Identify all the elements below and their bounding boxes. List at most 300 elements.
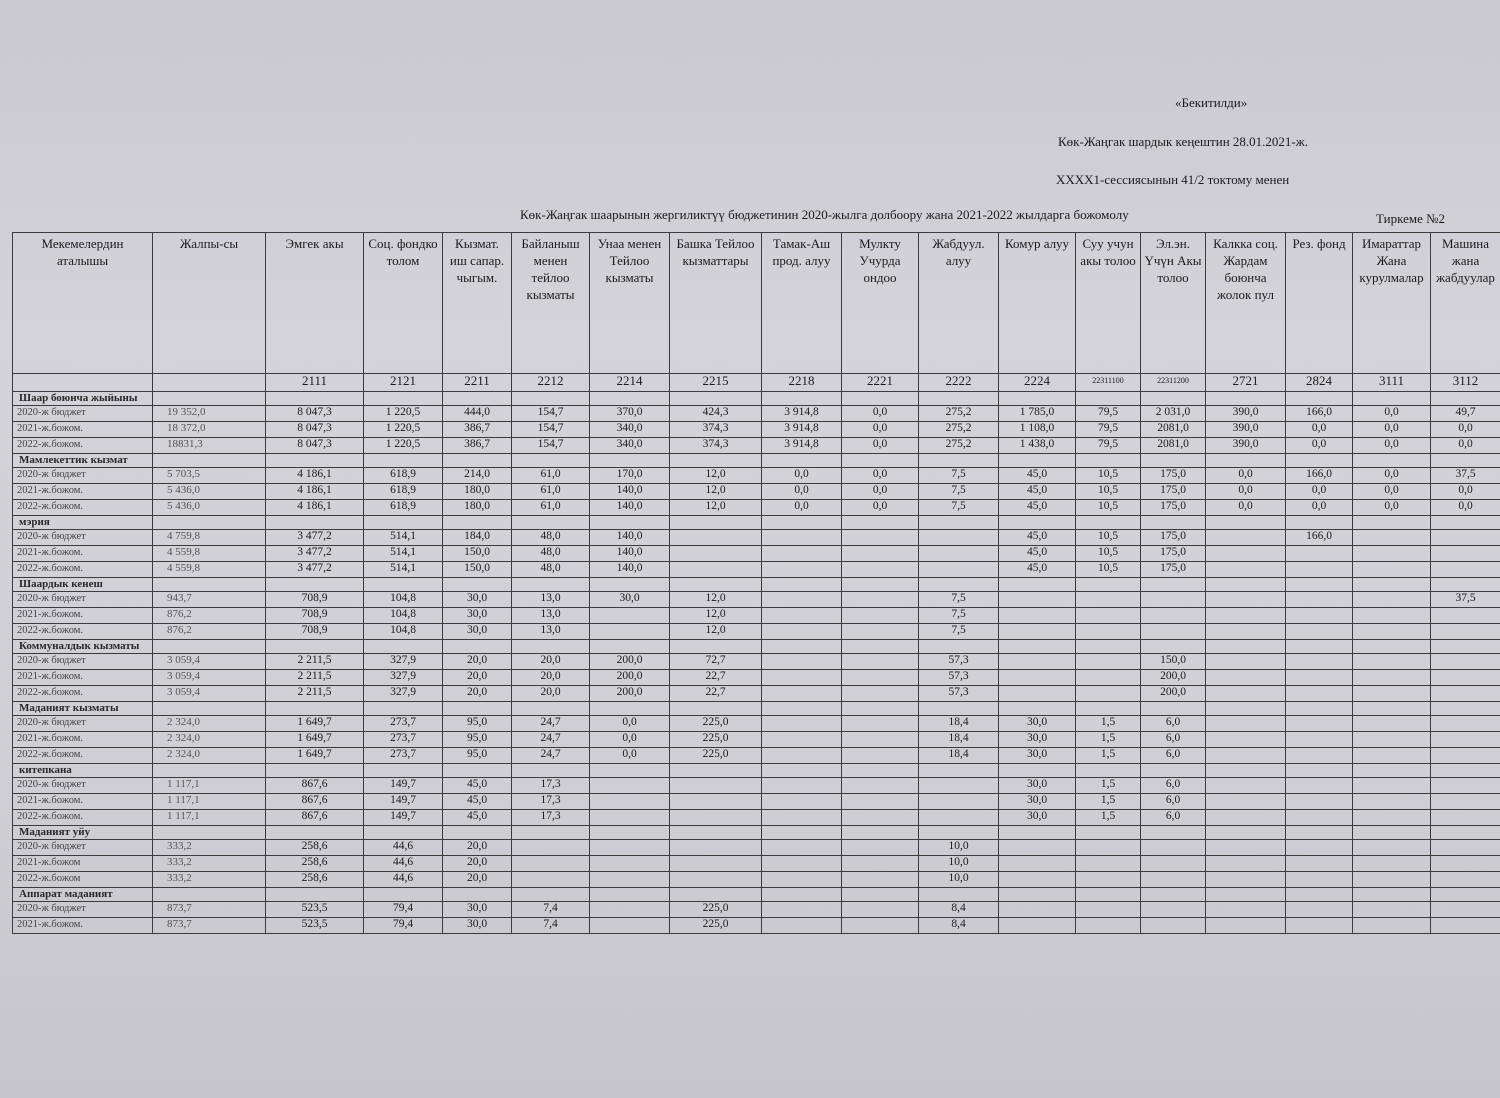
total-cell: 876,2 [153, 624, 266, 640]
empty-cell [266, 454, 364, 468]
value-cell: 1 649,7 [266, 748, 364, 764]
empty-cell [1286, 516, 1353, 530]
value-cell: 340,0 [590, 422, 670, 438]
empty-cell [512, 826, 590, 840]
value-cell [1286, 716, 1353, 732]
empty-cell [1141, 640, 1206, 654]
table-row [13, 608, 1500, 624]
value-cell [1353, 840, 1431, 856]
empty-cell [762, 702, 842, 716]
value-cell [1286, 856, 1353, 872]
column-header: Эл.эн. Үчүн Акы толоо [1141, 233, 1206, 374]
value-cell: 30,0 [443, 918, 512, 934]
value-cell: 8 047,3 [266, 406, 364, 422]
empty-cell [590, 764, 670, 778]
section-row [13, 702, 1500, 716]
value-cell: 140,0 [590, 530, 670, 546]
column-code: 2215 [670, 374, 762, 392]
value-cell: 1,5 [1076, 794, 1141, 810]
value-cell: 175,0 [1141, 530, 1206, 546]
value-cell: 24,7 [512, 748, 590, 764]
column-header: Жалпы-сы [153, 233, 266, 374]
total-cell: 333,2 [153, 872, 266, 888]
value-cell: 2081,0 [1141, 422, 1206, 438]
section-label: мэрия [13, 516, 153, 530]
section-row [13, 392, 1500, 406]
value-cell: 386,7 [443, 422, 512, 438]
value-cell: 20,0 [443, 872, 512, 888]
empty-cell [266, 764, 364, 778]
empty-cell [762, 578, 842, 592]
section-label: Коммуналдык кызматы [13, 640, 153, 654]
value-cell [670, 546, 762, 562]
empty-cell [1431, 454, 1500, 468]
value-cell: 6,0 [1141, 778, 1206, 794]
value-cell [1286, 748, 1353, 764]
empty-cell [1431, 640, 1500, 654]
value-cell [1206, 918, 1286, 934]
empty-cell [153, 888, 266, 902]
value-cell: 20,0 [512, 686, 590, 702]
value-cell: 30,0 [443, 624, 512, 640]
value-cell [1286, 918, 1353, 934]
value-cell [1141, 918, 1206, 934]
value-cell: 17,3 [512, 778, 590, 794]
value-cell: 17,3 [512, 794, 590, 810]
value-cell [842, 686, 919, 702]
value-cell: 30,0 [443, 592, 512, 608]
value-cell [1206, 902, 1286, 918]
empty-cell [1431, 392, 1500, 406]
column-header: Жабдуул. алуу [919, 233, 999, 374]
value-cell [1076, 872, 1141, 888]
value-cell: 1 785,0 [999, 406, 1076, 422]
empty-cell [512, 454, 590, 468]
value-cell: 175,0 [1141, 500, 1206, 516]
value-cell [590, 856, 670, 872]
value-cell: 12,0 [670, 484, 762, 500]
value-cell: 140,0 [590, 546, 670, 562]
value-cell: 7,5 [919, 592, 999, 608]
empty-cell [153, 826, 266, 840]
value-cell [842, 840, 919, 856]
value-cell: 7,5 [919, 608, 999, 624]
row-label: 2021-ж.божом. [13, 670, 153, 686]
value-cell [842, 872, 919, 888]
value-cell [670, 872, 762, 888]
value-cell: 79,4 [364, 918, 443, 934]
section-label: Шаардык кенеш [13, 578, 153, 592]
value-cell [1431, 732, 1500, 748]
value-cell: 104,8 [364, 624, 443, 640]
empty-cell [1076, 640, 1141, 654]
value-cell [1286, 794, 1353, 810]
value-cell [1353, 562, 1431, 578]
value-cell [1353, 918, 1431, 934]
value-cell: 1 220,5 [364, 406, 443, 422]
value-cell: 8 047,3 [266, 438, 364, 454]
value-cell: 45,0 [999, 562, 1076, 578]
value-cell: 13,0 [512, 624, 590, 640]
empty-cell [919, 578, 999, 592]
column-code: 22311200 [1141, 374, 1206, 392]
value-cell [999, 918, 1076, 934]
value-cell: 390,0 [1206, 438, 1286, 454]
empty-cell [153, 764, 266, 778]
value-cell: 45,0 [999, 530, 1076, 546]
value-cell: 6,0 [1141, 732, 1206, 748]
empty-cell [364, 392, 443, 406]
value-cell: 57,3 [919, 654, 999, 670]
value-cell: 0,0 [1431, 500, 1500, 516]
value-cell: 0,0 [590, 716, 670, 732]
value-cell [512, 856, 590, 872]
value-cell [1431, 546, 1500, 562]
value-cell: 57,3 [919, 686, 999, 702]
value-cell [1431, 562, 1500, 578]
empty-cell [999, 702, 1076, 716]
empty-cell [670, 764, 762, 778]
table-row [13, 654, 1500, 670]
value-cell: 18,4 [919, 716, 999, 732]
empty-cell [1286, 392, 1353, 406]
value-cell: 7,4 [512, 918, 590, 934]
value-cell: 618,9 [364, 500, 443, 516]
empty-cell [762, 764, 842, 778]
row-label: 2020-ж бюджет [13, 654, 153, 670]
empty-cell [1353, 578, 1431, 592]
empty-cell [443, 826, 512, 840]
empty-cell [512, 578, 590, 592]
value-cell: 180,0 [443, 484, 512, 500]
value-cell: 22,7 [670, 670, 762, 686]
value-cell: 175,0 [1141, 562, 1206, 578]
value-cell [1286, 608, 1353, 624]
value-cell [999, 902, 1076, 918]
value-cell: 12,0 [670, 608, 762, 624]
value-cell [670, 856, 762, 872]
section-label: Маданият кызматы [13, 702, 153, 716]
value-cell [1206, 654, 1286, 670]
value-cell: 200,0 [1141, 686, 1206, 702]
column-header: Байланыш менен тейлоо кызматы [512, 233, 590, 374]
empty-cell [590, 888, 670, 902]
value-cell [1141, 624, 1206, 640]
value-cell: 95,0 [443, 748, 512, 764]
empty-cell [1431, 516, 1500, 530]
table-row [13, 670, 1500, 686]
value-cell [1206, 592, 1286, 608]
value-cell: 104,8 [364, 592, 443, 608]
value-cell [999, 592, 1076, 608]
value-cell: 0,0 [1286, 500, 1353, 516]
value-cell: 214,0 [443, 468, 512, 484]
value-cell: 104,8 [364, 608, 443, 624]
value-cell: 225,0 [670, 716, 762, 732]
column-code: 2221 [842, 374, 919, 392]
value-cell [1206, 530, 1286, 546]
table-row [13, 562, 1500, 578]
column-header: Мекемелердин аталышы [13, 233, 153, 374]
value-cell: 258,6 [266, 872, 364, 888]
value-cell [1353, 686, 1431, 702]
empty-cell [1141, 454, 1206, 468]
value-cell: 149,7 [364, 794, 443, 810]
table-row [13, 902, 1500, 918]
value-cell: 6,0 [1141, 748, 1206, 764]
value-cell: 12,0 [670, 500, 762, 516]
value-cell: 37,5 [1431, 592, 1500, 608]
value-cell [590, 810, 670, 826]
value-cell [1141, 856, 1206, 872]
value-cell: 140,0 [590, 500, 670, 516]
table-row [13, 406, 1500, 422]
value-cell [1076, 624, 1141, 640]
empty-cell [919, 888, 999, 902]
value-cell: 1 649,7 [266, 732, 364, 748]
value-cell: 30,0 [590, 592, 670, 608]
value-cell: 166,0 [1286, 530, 1353, 546]
empty-cell [364, 516, 443, 530]
value-cell: 20,0 [443, 686, 512, 702]
empty-cell [443, 764, 512, 778]
value-cell: 0,0 [842, 438, 919, 454]
empty-cell [443, 640, 512, 654]
value-cell: 24,7 [512, 716, 590, 732]
value-cell [842, 716, 919, 732]
value-cell: 273,7 [364, 748, 443, 764]
empty-cell [999, 454, 1076, 468]
empty-cell [590, 516, 670, 530]
column-code: 2218 [762, 374, 842, 392]
value-cell: 175,0 [1141, 546, 1206, 562]
column-header: Имараттар Жана курулмалар [1353, 233, 1431, 374]
row-label: 2020-ж бюджет [13, 406, 153, 422]
value-cell [1206, 810, 1286, 826]
column-code: 2214 [590, 374, 670, 392]
value-cell: 3 477,2 [266, 546, 364, 562]
value-cell: 2 211,5 [266, 670, 364, 686]
value-cell: 0,0 [762, 484, 842, 500]
empty-cell [1286, 888, 1353, 902]
value-cell [1286, 872, 1353, 888]
value-cell: 225,0 [670, 918, 762, 934]
empty-cell [1353, 826, 1431, 840]
value-cell: 2 031,0 [1141, 406, 1206, 422]
value-cell: 95,0 [443, 716, 512, 732]
value-cell: 1 220,5 [364, 422, 443, 438]
value-cell [1431, 716, 1500, 732]
empty-cell [590, 640, 670, 654]
column-code: 2224 [999, 374, 1076, 392]
empty-cell [1206, 640, 1286, 654]
value-cell: 3 914,8 [762, 438, 842, 454]
empty-cell [1353, 764, 1431, 778]
value-cell: 390,0 [1206, 406, 1286, 422]
value-cell: 7,5 [919, 624, 999, 640]
table-row [13, 918, 1500, 934]
empty-cell [1286, 826, 1353, 840]
empty-cell [266, 702, 364, 716]
row-label: 2020-ж бюджет [13, 716, 153, 732]
empty-cell [919, 454, 999, 468]
table-row [13, 872, 1500, 888]
value-cell: 184,0 [443, 530, 512, 546]
table-row [13, 468, 1500, 484]
value-cell: 424,3 [670, 406, 762, 422]
value-cell: 3 914,8 [762, 406, 842, 422]
value-cell [1286, 654, 1353, 670]
value-cell: 618,9 [364, 468, 443, 484]
value-cell [919, 794, 999, 810]
empty-cell [842, 826, 919, 840]
value-cell [670, 778, 762, 794]
value-cell: 867,6 [266, 810, 364, 826]
value-cell [512, 840, 590, 856]
value-cell: 3 477,2 [266, 530, 364, 546]
table-header-row [13, 233, 1500, 374]
value-cell [919, 562, 999, 578]
value-cell: 48,0 [512, 562, 590, 578]
value-cell [1353, 654, 1431, 670]
section-row [13, 826, 1500, 840]
empty-cell [1206, 764, 1286, 778]
empty-cell [670, 578, 762, 592]
value-cell [1206, 624, 1286, 640]
empty-cell [364, 888, 443, 902]
value-cell: 30,0 [999, 810, 1076, 826]
value-cell: 45,0 [443, 778, 512, 794]
empty-cell [590, 454, 670, 468]
column-code: 2222 [919, 374, 999, 392]
row-label: 2021-ж.божом. [13, 546, 153, 562]
total-cell: 18 372,0 [153, 422, 266, 438]
value-cell: 1 649,7 [266, 716, 364, 732]
value-cell [512, 872, 590, 888]
value-cell: 17,3 [512, 810, 590, 826]
empty-cell [590, 826, 670, 840]
value-cell: 30,0 [999, 794, 1076, 810]
empty-cell [842, 454, 919, 468]
value-cell: 10,0 [919, 856, 999, 872]
value-cell: 30,0 [999, 748, 1076, 764]
total-cell: 4 759,8 [153, 530, 266, 546]
value-cell [590, 840, 670, 856]
empty-cell [1141, 516, 1206, 530]
empty-cell [590, 392, 670, 406]
value-cell: 523,5 [266, 918, 364, 934]
value-cell: 20,0 [512, 670, 590, 686]
value-cell [1141, 840, 1206, 856]
value-cell: 48,0 [512, 546, 590, 562]
empty-cell [153, 454, 266, 468]
value-cell: 3 914,8 [762, 422, 842, 438]
empty-cell [999, 516, 1076, 530]
value-cell [1206, 546, 1286, 562]
value-cell [1353, 748, 1431, 764]
row-label: 2021-ж.божом. [13, 484, 153, 500]
value-cell [1076, 608, 1141, 624]
empty-cell [762, 640, 842, 654]
empty-cell [153, 578, 266, 592]
empty-cell [1286, 702, 1353, 716]
empty-cell [670, 392, 762, 406]
value-cell [999, 608, 1076, 624]
value-cell: 0,0 [1431, 438, 1500, 454]
empty-cell [999, 578, 1076, 592]
total-cell: 2 324,0 [153, 716, 266, 732]
empty-cell [919, 826, 999, 840]
value-cell: 0,0 [1286, 422, 1353, 438]
value-cell [999, 670, 1076, 686]
table-row [13, 484, 1500, 500]
section-label: Аппарат маданият [13, 888, 153, 902]
empty-cell [364, 702, 443, 716]
value-cell: 44,6 [364, 840, 443, 856]
value-cell: 444,0 [443, 406, 512, 422]
table-row [13, 732, 1500, 748]
total-cell: 4 559,8 [153, 562, 266, 578]
value-cell [1431, 918, 1500, 934]
value-cell [1353, 778, 1431, 794]
empty-cell [670, 454, 762, 468]
value-cell: 45,0 [999, 468, 1076, 484]
value-cell: 258,6 [266, 840, 364, 856]
value-cell [999, 624, 1076, 640]
value-cell: 1,5 [1076, 810, 1141, 826]
value-cell [1431, 608, 1500, 624]
value-cell: 7,4 [512, 902, 590, 918]
value-cell: 258,6 [266, 856, 364, 872]
value-cell [762, 840, 842, 856]
value-cell: 0,0 [1353, 422, 1431, 438]
value-cell: 79,5 [1076, 422, 1141, 438]
value-cell: 45,0 [443, 810, 512, 826]
column-header: Суу учун акы толоо [1076, 233, 1141, 374]
empty-cell [1206, 392, 1286, 406]
value-cell [1353, 902, 1431, 918]
row-label: 2020-ж бюджет [13, 530, 153, 546]
empty-cell [1206, 516, 1286, 530]
value-cell: 44,6 [364, 872, 443, 888]
value-cell: 273,7 [364, 732, 443, 748]
empty-cell [1431, 764, 1500, 778]
value-cell [1353, 732, 1431, 748]
value-cell: 0,0 [1206, 468, 1286, 484]
value-cell [1206, 840, 1286, 856]
value-cell: 273,7 [364, 716, 443, 732]
value-cell [590, 778, 670, 794]
value-cell: 140,0 [590, 484, 670, 500]
value-cell: 0,0 [1353, 406, 1431, 422]
empty-cell [266, 640, 364, 654]
row-label: 2021-ж.божом [13, 856, 153, 872]
column-code: 22311100 [1076, 374, 1141, 392]
row-label: 2020-ж бюджет [13, 840, 153, 856]
value-cell: 30,0 [999, 732, 1076, 748]
empty-cell [1076, 764, 1141, 778]
value-cell [842, 748, 919, 764]
empty-cell [1141, 764, 1206, 778]
value-cell: 140,0 [590, 562, 670, 578]
value-cell: 2 211,5 [266, 654, 364, 670]
value-cell [1286, 562, 1353, 578]
session-line: XXXX1-сессиясынын 41/2 токтому менен [1056, 172, 1290, 187]
empty-cell [999, 826, 1076, 840]
value-cell: 170,0 [590, 468, 670, 484]
value-cell [1206, 856, 1286, 872]
empty-cell [364, 764, 443, 778]
